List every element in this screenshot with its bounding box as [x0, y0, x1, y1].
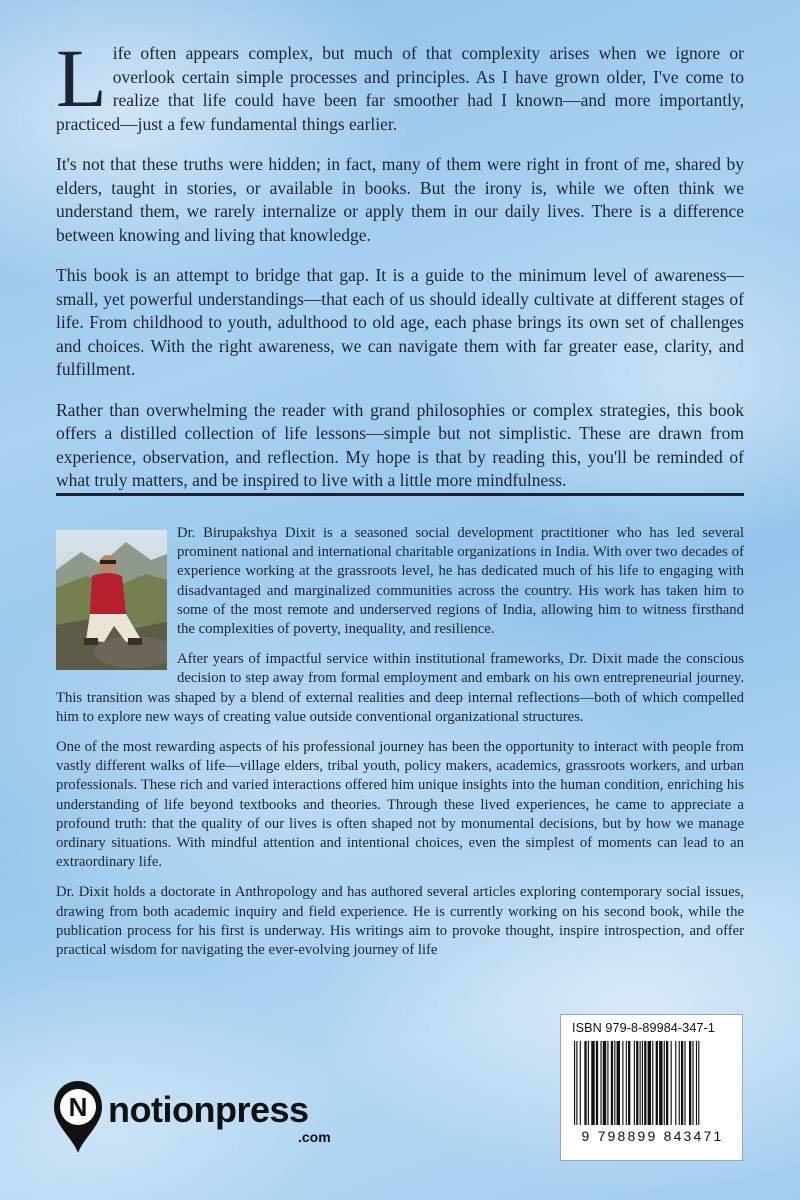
bio-paragraph-4: Dr. Dixit holds a doctorate in Anthropology and has authored several articles exploring contemporary social issues, drawing from both academic inquiry and field experience. He is currently working on his second book, while the publication process for his first is underway. His writings aim to provoke thought, inspire introspection, and offer practical wisdom for navigating the ever-evolving journey of life	[56, 884, 744, 959]
barcode-bar	[576, 1041, 577, 1125]
bio-paragraph-3: One of the most rewarding aspects of his professional journey has been the opportunity to interact with people from vastly different walks of life—village elders, tribal youth, policy makers, academics, grassroots workers, and urban professionals. These rich and varied interactions offered him unique insights into the human condition, enriching his understanding of life beyond textbooks and theories. Through these lived experiences, he came to appreciate a profound truth: that the quality of our lives is often shaped not by monumental decisions, but by how we manage ordinary situations. With mindful attention and intentional choices, even the simplest of moments can lead to an extraordinary life.	[56, 739, 744, 871]
blurb-paragraph-4: Rather than overwhelming the reader with grand philosophies or complex strategies, this book offers a distilled collection of life lessons—simple but not simplistic. These are drawn from experience, observation, and reflection. My hope is that by reading this, you'll be reminded of what truly matters, and be inspired to live with a little more mindfulness.	[56, 399, 744, 490]
barcode-bar	[644, 1041, 646, 1125]
isbn-barcode-box	[560, 1014, 743, 1161]
barcode-digits: 9 798899 843471	[581, 1128, 724, 1144]
barcode-bar	[652, 1041, 653, 1125]
notionpress-logo-icon	[52, 1079, 104, 1155]
barcode-bar	[664, 1041, 665, 1125]
barcode-bar	[634, 1041, 635, 1125]
barcode-graphic	[572, 1041, 733, 1127]
barcode-bar	[636, 1041, 638, 1125]
barcode-bar	[628, 1041, 630, 1125]
publisher-domain: .com	[298, 1129, 331, 1145]
barcode-bar	[584, 1041, 586, 1125]
section-divider	[56, 493, 744, 496]
blurb-paragraph-2: It's not that these truths were hidden; in fact, many of them were right in front of me, shared by elders, taught in stories, or available in books. But the irony is, while we often think we understand them, we rarely internalize or apply them in our daily lives. There is a difference between knowing and living that knowledge.	[56, 154, 744, 245]
barcode-bar	[611, 1041, 613, 1125]
blurb-paragraph-1-text: ife often appears complex, but much of that complexity arises when we ignore or overlook certain simple processes and principles. As I have grown older, I've come to realize that life could have been far smoother had I known—and more importantly, practiced—just a few fundamental things earlier.	[56, 43, 744, 134]
barcode-bar	[648, 1041, 651, 1125]
barcode-bar	[580, 1041, 581, 1125]
isbn-label: ISBN 979-8-89984-347-1	[572, 1021, 715, 1035]
blurb-paragraph-3: This book is an attempt to bridge that gap. It is a guide to the minimum level of awareness—small, yet powerful understandings—that each of us should ideally cultivate at different stages of life. From childhood to youth, adulthood to old age, each phase brings its own set of challenges and choices. With the right awareness, we can navigate them with far greater ease, clarity, and fulfillment.	[56, 265, 744, 379]
barcode-bar	[640, 1041, 641, 1125]
barcode-bar	[622, 1041, 623, 1125]
barcode-bar	[675, 1041, 676, 1125]
barcode-bar	[681, 1041, 683, 1125]
barcode-bar	[607, 1041, 608, 1125]
barcode-bar	[684, 1041, 685, 1125]
blurb-paragraph-1	[56, 32, 744, 136]
author-bio	[56, 524, 744, 971]
barcode-bar	[617, 1041, 620, 1125]
barcode-bar	[692, 1041, 693, 1125]
publisher-logo	[52, 1079, 372, 1169]
barcode-bar	[679, 1041, 680, 1125]
barcode-bar	[588, 1041, 589, 1125]
barcode-bar	[596, 1041, 598, 1125]
barcode-bar	[689, 1041, 691, 1125]
barcode-bar	[698, 1041, 699, 1125]
barcode-bar	[574, 1041, 575, 1125]
barcode-bar	[600, 1041, 601, 1125]
barcode-bar	[591, 1041, 594, 1125]
publisher-name: notionpress	[108, 1089, 309, 1130]
publisher-logo-letter: N	[68, 1092, 88, 1122]
barcode-bar	[642, 1041, 643, 1125]
barcode-bar	[614, 1041, 615, 1125]
barcode-bar	[671, 1041, 672, 1125]
barcode-bar	[666, 1041, 668, 1125]
author-photo	[56, 530, 167, 670]
bio-paragraph-2: After years of impactful service within institutional frameworks, Dr. Dixit made the conscious decision to step away from formal employment and embark on his own entrepreneurial journey. This transition was shaped by a blend of external realities and deep internal reflections—both of which compelled him to explore new ways of creating value outside conventional organizational structures.	[56, 651, 744, 725]
barcode-bar	[656, 1041, 658, 1125]
bio-paragraph-1: Dr. Birupakshya Dixit is a seasoned social development practitioner who has led several prominent national and international charitable organizations in India. With over two decades of experience working at the grassroots level, he has dedicated much of his life to engaging with disadvantaged and marginalized communities across the country. His work has taken him to some of the most remote and underserved regions of India, allowing him to witness firsthand the complexities of poverty, inequality, and resilience.	[177, 525, 744, 638]
drop-cap: L	[56, 32, 107, 124]
barcode-bar	[603, 1041, 606, 1125]
barcode-bar	[659, 1041, 662, 1125]
barcode-bar	[696, 1041, 697, 1125]
book-blurb	[56, 32, 744, 510]
barcode-bar	[626, 1041, 627, 1125]
